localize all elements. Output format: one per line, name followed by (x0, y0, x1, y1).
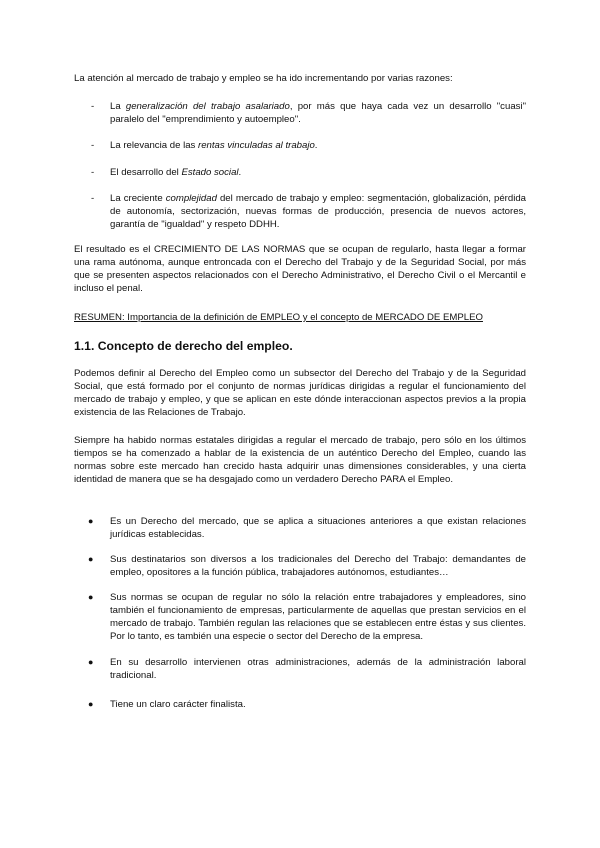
feature-text: Es un Derecho del mercado, que se aplica a situaciones anteriores a que existan relaciones jurídicas establecidas. (110, 516, 526, 540)
reason-text: La relevancia de las rentas vinculadas al trabajo. (110, 140, 318, 151)
dash-marker: - (91, 167, 95, 178)
bullet-icon: ● (88, 699, 94, 709)
history-paragraph: Siempre ha habido normas estatales dirigidas a regular el mercado de trabajo, pero sólo en los últimos tiempos se ha comenzado a hablar de la existencia de un auténtico Derecho del Empleo, cuando las normas sobre este mercado han crecido hasta adquirir unas dimensiones considerables, y una cierta identidad de manera que se ha desgajado como un verdadero Derecho PARA el Empleo. (74, 435, 526, 485)
section-heading: 1.1. Concepto de derecho del empleo. (74, 339, 293, 353)
definition-paragraph: Podemos definir al Derecho del Empleo como un subsector del Derecho del Trabajo y de la Seguridad Social, que está formado por el conjunto de normas jurídicas dirigidas a regular el funcionamiento del mercado de trabajo y empleo, y que se aplican en este dónde interaccionan aspectos previos a la propia existencia de las Relaciones de Trabajo. (74, 368, 526, 418)
result-paragraph: El resultado es el CRECIMIENTO DE LAS NORMAS que se ocupan de regularlo, hasta llegar a formar una rama autónoma, aunque entroncada con el Derecho del Trabajo y de la Seguridad Social, por más que se presenten aspectos relacionados con el Derecho Administrativo, el Derecho Civil o el Mercantil e incluso el penal. (74, 244, 526, 294)
dash-marker: - (91, 193, 95, 204)
bullet-icon: ● (88, 554, 94, 564)
dash-marker: - (91, 101, 95, 112)
reason-text: El desarrollo del Estado social. (110, 167, 242, 178)
reason-text: La creciente complejidad del mercado de trabajo y empleo: segmentación, globalización, pérdida de autonomía, sectorización, nuevas formas de producción, presencia de nuevos actores, garantía de "igualdad" y respeto DDHH. (110, 193, 526, 230)
bullet-icon: ● (88, 657, 94, 667)
reason-text: La generalización del trabajo asalariado, por más que haya cada vez un desarrollo "cuasi" paralelo del "emprendimiento y autoempleo". (110, 101, 526, 125)
dash-marker: - (91, 140, 95, 151)
intro-paragraph: La atención al mercado de trabajo y empleo se ha ido incrementando por varias razones: (74, 73, 453, 84)
summary-line: RESUMEN: Importancia de la definición de EMPLEO y el concepto de MERCADO DE EMPLEO (74, 312, 483, 323)
feature-text: Tiene un claro carácter finalista. (110, 699, 246, 710)
bullet-icon: ● (88, 592, 94, 602)
feature-text: En su desarrollo intervienen otras administraciones, además de la administración laboral tradicional. (110, 657, 526, 681)
feature-text: Sus normas se ocupan de regular no sólo la relación entre trabajadores y empleadores, sino también el funcionamiento de empresas, particularmente de aquellas que prestan servicios en el mercado de trabajo. También regulan las relaciones que se establecen entre éstas y sus clientes. Por lo tanto, es también una especie o sector del Derecho de la empresa. (110, 592, 526, 642)
bullet-icon: ● (88, 516, 94, 526)
feature-text: Sus destinatarios son diversos a los tradicionales del Derecho del Trabajo: demandantes de empleo, opositores a la función pública, trabajadores autónomos, estudiantes… (110, 554, 526, 578)
